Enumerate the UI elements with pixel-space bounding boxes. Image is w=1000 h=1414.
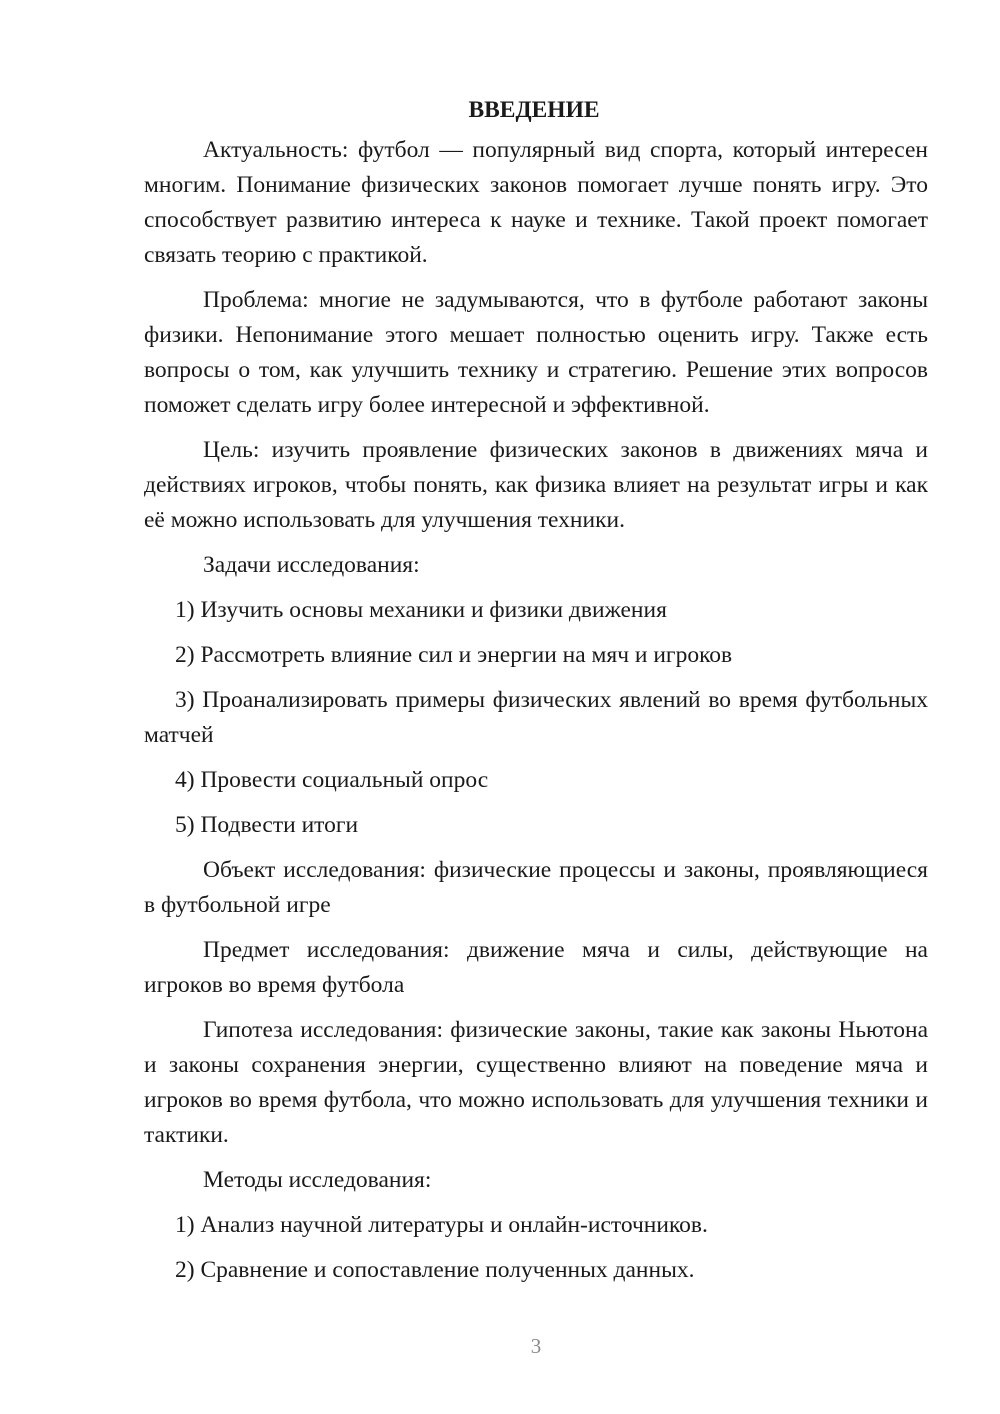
task-item: 5) Подвести итоги (175, 812, 359, 838)
goal-paragraph: Цель: изучить проявление физических законов в движениях мяча и действиях игроков, чтобы понять, как физика влияет на результат игры и как её можно использовать для улучшения техники. (144, 437, 928, 533)
methods-heading: Методы исследования: (203, 1167, 432, 1193)
document-body (144, 93, 928, 1288)
task-item: 3) Проанализировать примеры физических явлений во время футбольных матчей (144, 687, 928, 748)
hypothesis-paragraph: Гипотеза исследования: физические законы, такие как законы Ньютона и законы сохранения энергии, существенно влияют на поведение мяча и игроков во время футбола, что можно использовать для улучшения техники и тактики. (144, 1017, 928, 1148)
object-paragraph: Объект исследования: физические процессы и законы, проявляющиеся в футбольной игре (144, 857, 928, 918)
task-item: 2) Рассмотреть влияние сил и энергии на мяч и игроков (175, 642, 733, 668)
task-item: 4) Провести социальный опрос (175, 767, 489, 793)
subject-paragraph: Предмет исследования: движение мяча и силы, действующие на игроков во время футбола (144, 937, 928, 998)
tasks-heading: Задачи исследования: (203, 552, 420, 578)
task-item: 1) Изучить основы механики и физики движения (175, 597, 667, 623)
method-item: 1) Анализ научной литературы и онлайн-источников. (175, 1212, 708, 1238)
method-item: 2) Сравнение и сопоставление полученных данных. (175, 1257, 695, 1283)
page-number: 3 (530, 1334, 542, 1358)
relevance-paragraph: Актуальность: футбол — популярный вид спорта, который интересен многим. Понимание физических законов помогает лучше понять игру. Это способствует развитию интереса к науке и технике. Такой проект помогает связать теорию с практикой. (144, 137, 928, 268)
section-heading: ВВЕДЕНИЕ (468, 97, 600, 123)
problem-paragraph: Проблема: многие не задумываются, что в футболе работают законы физики. Непонимание этого мешает полностью оценить игру. Также есть вопросы о том, как улучшить технику и стратегию. Решение этих вопросов поможет сделать игру более интересной и эффективной. (144, 287, 928, 418)
